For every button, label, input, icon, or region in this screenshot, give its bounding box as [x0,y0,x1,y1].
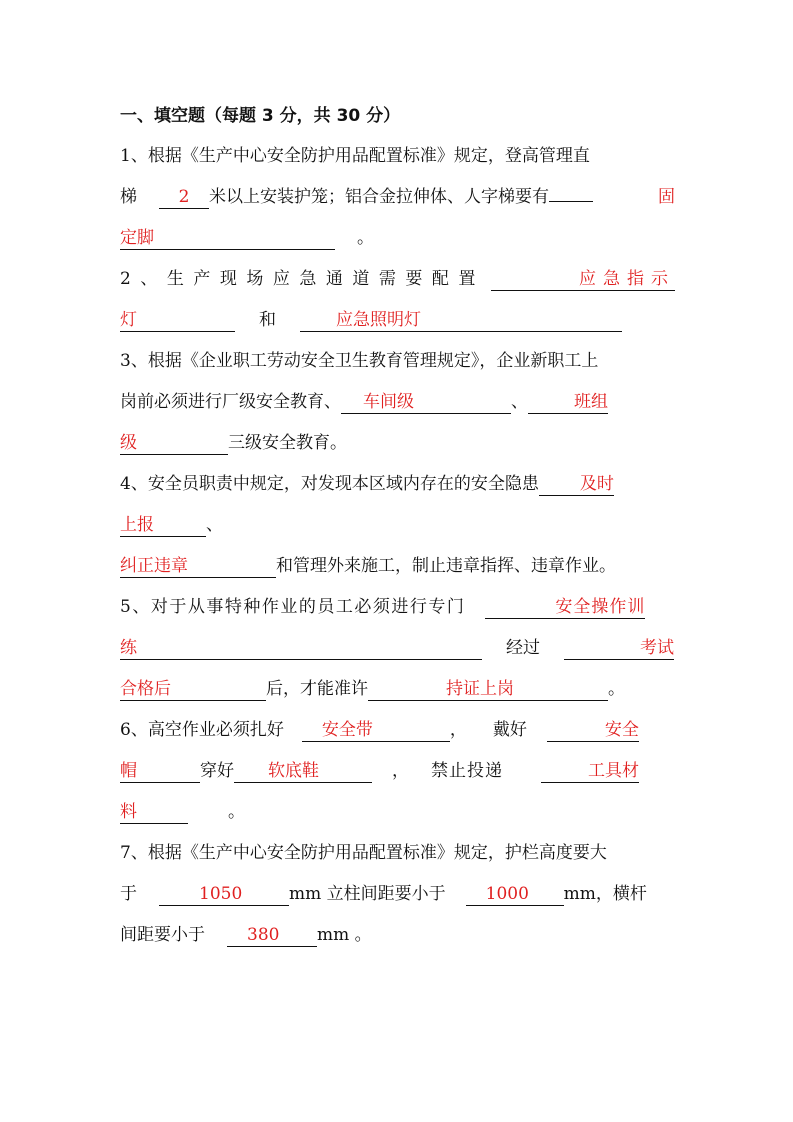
q4-blank-2 [120,555,276,578]
q4-line-1 [120,464,675,505]
q4-prefix: 4、安全员职责中规定，对发现本区域内存在的安全隐患 [120,474,539,494]
q2-answer-1b: 灯 [120,310,137,330]
q6-answer-4a: 工具材 [588,761,639,781]
q1-text: 1、根据《生产中心安全防护用品配置标准》规定，登高管理直 [120,146,590,166]
q5-blank-2b [120,678,266,701]
q6-answer-1: 安全带 [321,720,373,740]
q1-prefix: 梯 [120,187,137,207]
q6-line-2 [120,751,675,792]
q3-line-2 [120,382,675,423]
q4-answer-2: 纠正违章 [120,556,188,576]
q3-answer-2a: 班组 [574,392,608,412]
q6-line-1 [120,710,675,751]
q7-blank-3 [227,924,317,947]
q5-mid2: 后，才能准许 [266,679,368,699]
q7-line-2 [120,874,675,915]
q2-prefix: 2、生产现场应急通道需要配置 [120,269,485,289]
q6-answer-3: 软底鞋 [268,761,319,781]
q5-mid: 经过 [506,638,540,658]
q6-sep: ， [449,720,467,740]
q5-answer-2b: 合格后 [120,679,171,699]
q3-suffix: 三级安全教育。 [228,433,347,453]
section-title: 一、填空题（每题 3 分，共 30 分） [120,106,401,126]
q5-answer-1a: 安全操作训 [555,597,646,617]
q6-answer-4b: 料 [120,802,137,822]
q1-end: 。 [357,228,374,248]
q5-end: 。 [608,679,625,699]
q7-blank-2 [466,883,564,906]
q5-line-1 [120,587,675,628]
q7-answer-1: 1050 [199,884,243,904]
q6-blank-2b [120,760,200,783]
q3-blank-2b [120,432,228,455]
q5-answer-3: 持证上岗 [446,679,514,699]
q6-forbid: 禁止投递 [431,761,503,781]
q7-prefix-2: 间距要小于 [120,925,205,945]
q7-blank-1 [159,883,289,906]
q5-answer-2a: 考试 [640,638,674,658]
q3-text: 3、根据《企业职工劳动安全卫生教育管理规定》，企业新职工上 [120,351,599,371]
q3-prefix: 岗前必须进行厂级安全教育、 [120,392,341,412]
q6-answer-2b: 帽 [120,761,137,781]
q1-mid: 米以上安装护笼；铝合金拉伸体、人字梯要有 [209,187,549,207]
q6-end: 。 [228,802,245,822]
q7-line-1 [120,833,675,874]
q7-mid: mm 立柱间距要小于 [289,884,446,904]
q5-line-2 [120,628,675,669]
q7-answer-2: 1000 [485,884,529,904]
q3-blank-1 [341,391,511,414]
q5-prefix: 5、对于从事特种作业的员工必须进行专门 [120,597,466,617]
q4-answer-1b: 上报 [120,515,154,535]
q7-text: 7、根据《生产中心安全防护用品配置标准》规定，护栏高度要大 [120,843,607,863]
q1-line-1 [120,136,675,177]
q3-line-1 [120,341,675,382]
q2-answer-1a: 应急指示 [579,269,675,289]
q3-blank-2 [528,391,608,414]
q2-answer-2: 应急照明灯 [336,310,421,330]
q4-answer-1a: 及时 [579,474,614,494]
q6-blank-1 [302,719,450,742]
q5-answer-1b: 练 [120,638,137,658]
q6-line-3 [120,792,675,833]
q1-line-2 [120,177,675,218]
q4-line-3 [120,546,675,587]
q6-blank-3 [234,760,372,783]
q7-line-3 [120,915,675,956]
q6-blank-2 [547,719,639,742]
q1-line-3 [120,218,675,259]
q4-sep: 、 [206,515,223,535]
q2-line-2 [120,300,675,341]
q6-answer-2a: 安全 [604,720,639,740]
q7-suffix-2: mm 。 [317,925,372,945]
q4-blank-1 [539,473,614,496]
q5-blank-2 [564,637,674,660]
q1-answer-1: 2 [178,187,190,207]
q1-blank-2-lead [549,201,593,202]
q7-prefix: 于 [120,884,137,904]
quiz-page [120,96,675,956]
q3-answer-2b: 级 [120,433,137,453]
q6-wear: 戴好 [492,720,527,740]
q2-blank-1 [491,268,675,291]
q5-line-3 [120,669,675,710]
q5-blank-3 [368,678,608,701]
q1-blank-1 [159,186,209,209]
q3-answer-1: 车间级 [363,392,414,412]
q6-blank-4 [541,760,639,783]
q1-answer-2a: 固 [658,187,675,207]
q6-blank-4b [120,801,188,824]
q3-line-3 [120,423,675,464]
q5-blank-1b [120,637,482,660]
q5-blank-1 [485,596,645,619]
q6-put-on: 穿好 [200,761,234,781]
q7-answer-3: 380 [247,925,280,945]
q1-blank-2 [120,227,335,250]
q4-blank-1b [120,514,206,537]
q2-and: 和 [259,310,276,330]
q2-line-1 [120,259,675,300]
q4-suffix: 和管理外来施工，制止违章指挥、违章作业。 [276,556,616,576]
q7-suffix: mm，横杆 [563,884,647,904]
q3-sep: 、 [511,392,528,412]
q6-comma: ， [392,761,409,781]
q6-prefix: 6、高空作业必须扎好 [120,720,284,740]
q4-line-2 [120,505,675,546]
q1-answer-2b: 定脚 [120,228,154,248]
q2-blank-2 [300,309,622,332]
q2-blank-1b [120,309,235,332]
